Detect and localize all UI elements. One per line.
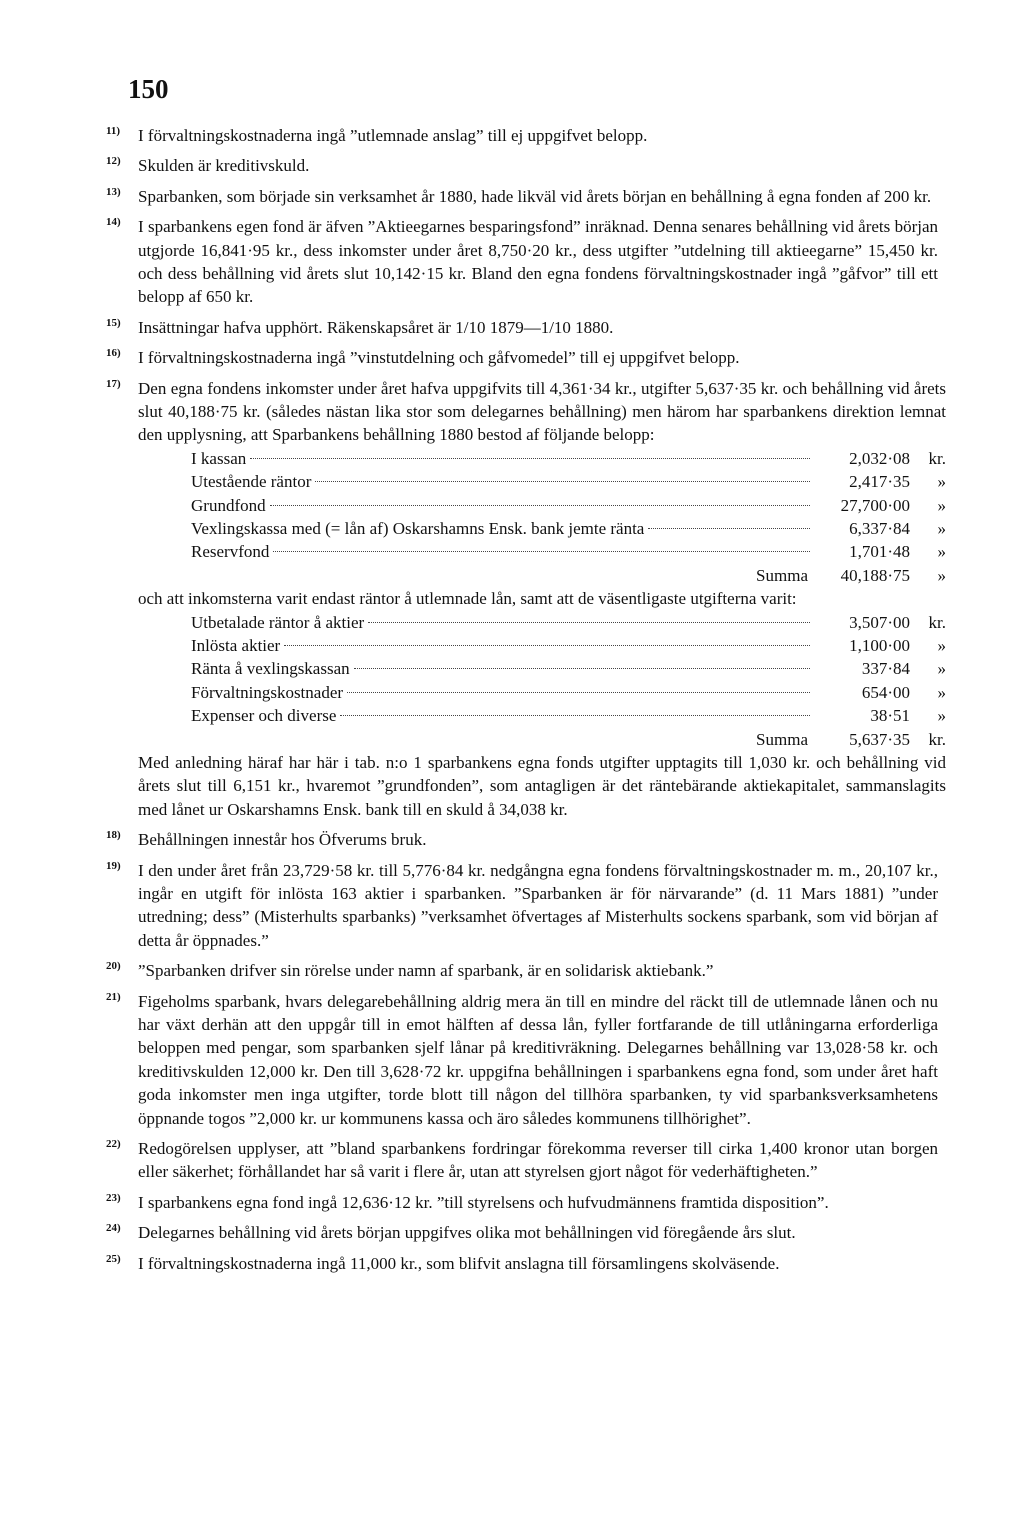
ledger-amount: 1,100·00 bbox=[849, 636, 910, 656]
footnote-text: ”Sparbanken drifver sin rörelse under namn af sparbank, är en solidarisk aktiebank.” bbox=[138, 961, 714, 981]
footnote-19 bbox=[106, 859, 938, 953]
footnote-14 bbox=[106, 215, 938, 309]
ledger-label: Expenser och diverse bbox=[191, 706, 337, 726]
ledger-unit: » bbox=[937, 706, 946, 726]
ledger-row bbox=[191, 611, 946, 634]
leader-dots bbox=[347, 692, 810, 693]
footnote-paragraph: Den egna fondens inkomster under året hafva uppgifvits till 4,361·34 kr., utgifter 5,637·35 kr. och behållning vid årets slut 40,188·75 kr. (således nästan lika stor som delegarnes behållning) men härom har sparbankens direktion lemnat den upplysning, att Sparbankens behållning 1880 bestod af följande belopp: bbox=[138, 378, 946, 445]
footnote-16 bbox=[106, 346, 938, 369]
leader-dots bbox=[340, 715, 810, 716]
ledger-amount: 2,417·35 bbox=[849, 472, 910, 492]
leader-dots bbox=[284, 645, 810, 646]
ledger-unit: » bbox=[937, 472, 946, 492]
ledger-amount: 27,700·00 bbox=[840, 495, 910, 515]
leader-dots bbox=[648, 528, 810, 529]
expenses-ledger bbox=[191, 611, 946, 751]
ledger-amount: 654·00 bbox=[861, 682, 910, 702]
ledger-unit: » bbox=[937, 519, 946, 539]
footnote-12 bbox=[106, 154, 938, 177]
ledger-sum-row bbox=[191, 728, 946, 751]
sum-label: Summa bbox=[756, 565, 808, 585]
footnotes bbox=[106, 124, 946, 1282]
leader-dots bbox=[250, 458, 810, 459]
footnote-22 bbox=[106, 1137, 938, 1184]
ledger-unit: kr. bbox=[928, 612, 946, 632]
ledger-row bbox=[191, 447, 946, 470]
ledger-unit: kr. bbox=[928, 448, 946, 468]
footnote-text: Redogörelsen upplyser, att ”bland sparbankens fordringar förekomma reverser till cirka 1,400 kronor utan borgen eller säkerhet; förhållandet har så varit i flere år, utan att styrelsen gjort något för vederhäftigheten.” bbox=[138, 1139, 938, 1182]
footnote-text: Delegarnes behållning vid årets början uppgifves olika mot behållningen vid föregående års slut. bbox=[138, 1223, 796, 1243]
footnote-text: Behållningen innestår hos Öfverums bruk. bbox=[138, 830, 427, 850]
leader-dots bbox=[368, 622, 810, 623]
ledger-label: Ränta å vexlingskassan bbox=[191, 659, 350, 679]
leader-dots bbox=[270, 505, 810, 506]
footnote-text: I sparbankens egna fond ingå 12,636·12 kr. ”till styrelsens och hufvudmännens framtida disposition”. bbox=[138, 1192, 829, 1212]
footnote-mark: 15) bbox=[106, 316, 121, 329]
ledger-row bbox=[191, 657, 946, 680]
ledger-row bbox=[191, 470, 946, 493]
footnote-mark: 25) bbox=[106, 1252, 121, 1265]
ledger-label: Utbetalade räntor å aktier bbox=[191, 612, 365, 632]
footnote-mark: 23) bbox=[106, 1191, 121, 1204]
footnote-mark: 13) bbox=[106, 185, 121, 198]
page-number: 150 bbox=[128, 74, 169, 104]
footnote-25 bbox=[106, 1252, 938, 1275]
footnote-23 bbox=[106, 1191, 938, 1214]
sum-amount: 40,188·75 bbox=[840, 565, 910, 585]
footnote-18 bbox=[106, 828, 938, 851]
ledger-row bbox=[191, 704, 946, 727]
ledger-amount: 2,032·08 bbox=[849, 448, 910, 468]
footnote-11 bbox=[106, 124, 938, 147]
footnote-13 bbox=[106, 185, 938, 208]
footnote-text: I förvaltningskostnaderna ingå ”vinstutdelning och gåfvomedel” till ej uppgifvet belopp. bbox=[138, 348, 740, 368]
footnote-mark: 16) bbox=[106, 347, 121, 360]
footnote-20 bbox=[106, 959, 938, 982]
footnote-17 bbox=[106, 377, 946, 822]
assets-ledger bbox=[191, 447, 946, 587]
ledger-amount: 3,507·00 bbox=[849, 612, 910, 632]
footnote-mark: 18) bbox=[106, 829, 121, 842]
ledger-label: Förvaltningskostnader bbox=[191, 682, 344, 702]
sum-unit: kr. bbox=[928, 729, 946, 749]
footnote-text: I den under året från 23,729·58 kr. till 5,776·84 kr. nedgångna egna fondens förvaltningskostnader m. m., 20,107 kr., ingår en utgift för inlösta 163 aktier i sparbanken. ”Sparbanken är för närvarande” (d. 11 Mars 1881) ”under utredning; dess” (Misterhults sparbanks) ”verksamhet öfvertages af Misterhults sockens sparbank, som vid början af detta år öppnades.” bbox=[138, 860, 938, 950]
footnote-paragraph: Med anledning häraf har här i tab. n:o 1 sparbankens egna fonds utgifter upptagits till 1,030 kr. och behållning vid årets slut till 6,151 kr., hvaremot ”grundfonden”, som antagligen är det räntebärande aktiekapitalet, sammanslagits med lånet ur Oskarshamns Ensk. bank till en skuld å 34,038 kr. bbox=[138, 752, 946, 819]
footnote-paragraph: och att inkomsterna varit endast räntor å utlemnade lån, samt att de väsentligaste utgifterna varit: bbox=[138, 589, 797, 609]
ledger-unit: » bbox=[937, 636, 946, 656]
footnote-text: Sparbanken, som började sin verksamhet år 1880, hade likväl vid årets början en behållning å egna fonden af 200 kr. bbox=[138, 186, 932, 206]
footnote-mark: 11) bbox=[106, 125, 121, 137]
ledger-row bbox=[191, 540, 946, 563]
footnote-mark: 21) bbox=[106, 990, 121, 1003]
ledger-label: Reservfond bbox=[191, 542, 270, 562]
footnote-21 bbox=[106, 990, 938, 1130]
ledger-amount: 337·84 bbox=[861, 659, 910, 679]
sum-label: Summa bbox=[756, 729, 808, 749]
ledger-unit: » bbox=[937, 659, 946, 679]
leader-dots bbox=[354, 668, 810, 669]
footnote-mark: 19) bbox=[106, 859, 121, 872]
ledger-row bbox=[191, 681, 946, 704]
footnote-text: I förvaltningskostnaderna ingå 11,000 kr., som blifvit anslagna till församlingens skolväsende. bbox=[138, 1253, 780, 1273]
footnote-text: Skulden är kreditivskuld. bbox=[138, 156, 310, 176]
footnote-text: Insättningar hafva upphört. Räkenskapsåret är 1/10 1879—1/10 1880. bbox=[138, 317, 614, 337]
ledger-sum-row bbox=[191, 564, 946, 587]
footnote-mark: 14) bbox=[106, 216, 121, 229]
ledger-row bbox=[191, 634, 946, 657]
ledger-label: Inlösta aktier bbox=[191, 636, 281, 656]
ledger-unit: » bbox=[937, 495, 946, 515]
ledger-row bbox=[191, 494, 946, 517]
sum-unit: » bbox=[937, 565, 946, 585]
ledger-amount: 6,337·84 bbox=[849, 519, 910, 539]
leader-dots bbox=[273, 551, 810, 552]
footnote-15 bbox=[106, 316, 938, 339]
footnote-mark: 20) bbox=[106, 960, 121, 973]
ledger-unit: » bbox=[937, 542, 946, 562]
ledger-label: I kassan bbox=[191, 448, 247, 468]
sum-amount: 5,637·35 bbox=[849, 729, 910, 749]
ledger-label: Utestående räntor bbox=[191, 472, 312, 492]
ledger-unit: » bbox=[937, 682, 946, 702]
footnote-mark: 17) bbox=[106, 377, 121, 390]
leader-dots bbox=[315, 481, 810, 482]
footnote-24 bbox=[106, 1221, 938, 1244]
footnote-text bbox=[138, 377, 946, 822]
ledger-row bbox=[191, 517, 946, 540]
ledger-amount: 1,701·48 bbox=[849, 542, 910, 562]
footnote-mark: 24) bbox=[106, 1222, 121, 1235]
footnote-mark: 22) bbox=[106, 1138, 121, 1151]
ledger-label: Vexlingskassa med (= lån af) Oskarshamns Ensk. bank jemte ränta bbox=[191, 519, 645, 539]
footnote-text: I sparbankens egen fond är äfven ”Aktieegarnes besparingsfond” inräknad. Denna senares behållning vid årets början utgjorde 16,841·95 kr., dess inkomster under året 8,750·20 kr., dess utgifter ”utdelning till aktieegarne” 15,450 kr. och dess behållning vid årets slut 10,142·15 kr. Bland den egna fondens förvaltningskostnader ingå ”gåfvor” till ett belopp af 650 kr. bbox=[138, 217, 938, 307]
ledger-amount: 38·51 bbox=[870, 706, 910, 726]
footnote-text: Figeholms sparbank, hvars delegarebehållning aldrig mera än till en mindre del räckt till de utlemnade lånen och nu har växt derhän att den uppgår till in emot hälften af dessa lån, fyller fortfarande de till utlåningarna erforderliga beloppen med pengar, som sparbanken sjelf lånar på kreditivräkning. Delegarnes behållning var 13,028·58 kr. och kreditivskulden 12,000 kr. Den till 3,628·72 kr. uppgifna behållningen i sparbankens egna fond, som under året haft goda inkomster men inga utgifter, torde blott till någon del tillhöra sparbanken, ty vid sparbanksverksamhetens öppnande togos ”2,000 kr. ur kommunens kassa och äro således kommunens tillhörighet”. bbox=[138, 991, 938, 1128]
footnote-mark: 12) bbox=[106, 155, 121, 168]
ledger-label: Grundfond bbox=[191, 495, 266, 515]
footnote-text: I förvaltningskostnaderna ingå ”utlemnade anslag” till ej uppgifvet belopp. bbox=[138, 126, 648, 145]
